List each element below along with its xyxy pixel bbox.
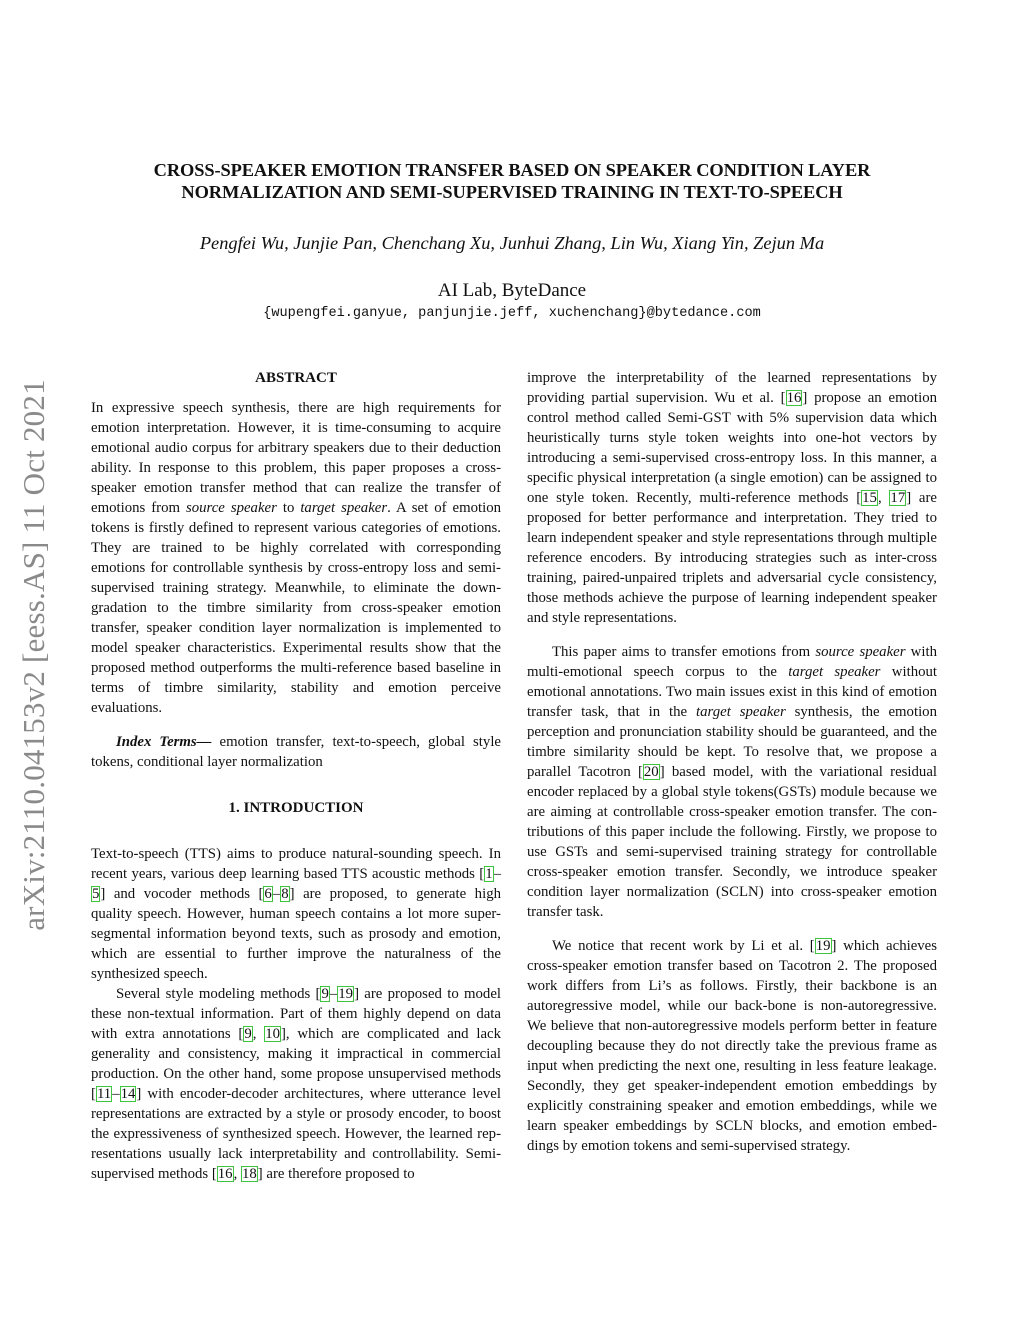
citation-link[interactable]: 10	[265, 1026, 280, 1042]
author-emails: {wupengfei.ganyue, panjunjie.jeff, xuchenchang}@bytedance.com	[263, 306, 761, 321]
intro-paragraph-2: Several style modeling methods [9–19] are proposed to model these non-textual information. Part of them highly depend on data with extra annotations [9, 10], which are complicated and lack generality and consistency, making it impractical in commercial production. On the other hand, some propose unsupervised methods [11–14] with encoder-decoder architectures, where utterance level representations are extracted by a style or prosody encoder, to boost the expressiveness of synthesized speech. However, the learned representations usually lack interpretability and controllability. Semi-supervised methods [16, 18] are therefore proposed to	[91, 986, 501, 1182]
intro-paragraph-1: Text-to-speech (TTS) aims to produce natural-sounding speech. In recent years, various deep learning based TTS acoustic methods [1–5] and vocoder methods [6–8] are proposed, to generate high quality speech. However, human speech contains a lot more super-segmental information beyond texts, such as prosody and emotion, which are essential to further improve the naturalness of the synthesized speech.	[91, 846, 501, 982]
abstract-paragraph: In expressive speech synthesis, there are high requirements for emotion interpretation. However, it is time-consuming to acquire emotional audio corpus for arbitrary speakers due to their deduction ability. In response to this problem, this paper proposes a cross-speaker emotion transfer method that can realize the transfer of emotions from source speaker to target speaker. A set of emotion tokens is firstly defined to represent various categories of emotions. They are trained to be highly correlated with corresponding emotions for controllable synthesis by cross-entropy loss and semi-supervised training strategy. Meanwhile, to eliminate the down-gradation to the timbre similarity from cross-speaker emotion transfer, speaker condition layer normalization is implemented to model speaker characteristics. Experimental results show that the proposed method outperforms the multi-reference based baseline in terms of timbre similarity, stability and emotion perceive evaluations.	[91, 400, 501, 716]
right-paragraph-2: This paper aims to transfer emotions from source speaker with multi-emotional speech corpus to the target speaker without emotional annotations. Two main issues exist in this kind of emotion transfer task, that in the target speaker synthesis, the emotion perception and pronunciation stability should be guaranteed, and the timbre similarity should be kept. To resolve that, we propose a parallel Tacotron [20] based model, with the variational residual encoder replaced by a global style tokens(GSTs) module because we are aiming at controllable cross-speaker emotion transfer. The contributions of this paper include the following. Firstly, we propose to use GSTs and semi-supervised training strategy for controllable cross-speaker emotion transfer. Secondly, we introduce speaker condition layer normalization (SCLN) into cross-speaker emotion transfer task.	[527, 644, 937, 920]
index-terms: Index Terms— emotion transfer, text-to-speech, global style tokens, conditional layer normalization	[91, 734, 501, 770]
citation-link[interactable]: 19	[338, 986, 354, 1002]
citation-link[interactable]: 8	[281, 886, 289, 902]
citation-link[interactable]: 18	[241, 1166, 257, 1182]
right-paragraph-3: We notice that recent work by Li et al. [19] which achieves cross-speaker emotion transfer based on Tacotron 2. The proposed work differs from Li’s as follows. Firstly, their backbone is an autoregressive model, while our back-bone is non-autoregressive. We believe that non-autoregressive models perform better in feature decoupling because they do not directly take the previous frame as input when predicting the next one, resulting in less feature leakage. Secondly, they get speaker-independent emotion embeddings by explicitly constraining speaker and emotion embeddings, while we learn speaker embeddings by SCLN blocks, and emotion embeddings by emotion tokens and semi-supervised strategy.	[527, 938, 937, 1154]
title-line-1: CROSS-SPEAKER EMOTION TRANSFER BASED ON SPEAKER CONDITION LAYER	[153, 160, 871, 180]
author-list: Pengfei Wu, Junjie Pan, Chenchang Xu, Junhui Zhang, Lin Wu, Xiang Yin, Zejun Ma	[199, 233, 825, 253]
right-paragraph-1: improve the interpretability of the learned representations by providing partial supervision. Wu et al. [16] propose an emotion control method called Semi-GST with 5% supervision data which heuristically turns style token weights into one-hot vectors by introducing a semi-supervised cross-entropy loss. In this manner, a specific physical interpretation (a single emotion) can be assigned to one style token. Recently, multi-reference methods [15, 17] are proposed for better performance and interpretation. They tried to learn independent speaker and style representations through multiple reference encoders. By introducing strategies such as inter-cross training, paired-unpaired triplets and adversarial cycle consistency, those methods achieve the purpose of learning independent speaker and style representations.	[527, 370, 937, 626]
citation-link[interactable]: 11	[96, 1086, 112, 1102]
citation-link[interactable]: 1	[485, 866, 493, 882]
affiliation: AI Lab, ByteDance	[437, 280, 587, 301]
citation-link[interactable]: 6	[264, 886, 272, 902]
right-column	[527, 368, 937, 1156]
title-line-2: NORMALIZATION AND SEMI-SUPERVISED TRAINING IN TEXT-TO-SPEECH	[181, 182, 843, 202]
citation-link[interactable]: 5	[92, 886, 100, 902]
citation-link[interactable]: 16	[217, 1166, 233, 1182]
citation-link[interactable]: 9	[244, 1026, 252, 1042]
citation-link[interactable]: 17	[890, 490, 906, 506]
citation-link[interactable]: 20	[643, 764, 659, 780]
abstract-heading: ABSTRACT	[255, 370, 337, 386]
arxiv-id-text: arXiv:2110.04153v2 [eess.AS] 11 Oct 2021	[16, 379, 52, 931]
citation-link[interactable]: 15	[862, 490, 877, 506]
citation-link[interactable]: 9	[321, 986, 329, 1002]
introduction-heading: 1. INTRODUCTION	[228, 800, 364, 816]
left-column	[91, 368, 501, 1184]
citation-link[interactable]: 16	[786, 390, 802, 406]
citation-link[interactable]: 14	[120, 1086, 136, 1102]
paper-title	[80, 159, 944, 203]
arxiv-identifier	[10, 350, 58, 960]
citation-link[interactable]: 19	[815, 938, 831, 954]
